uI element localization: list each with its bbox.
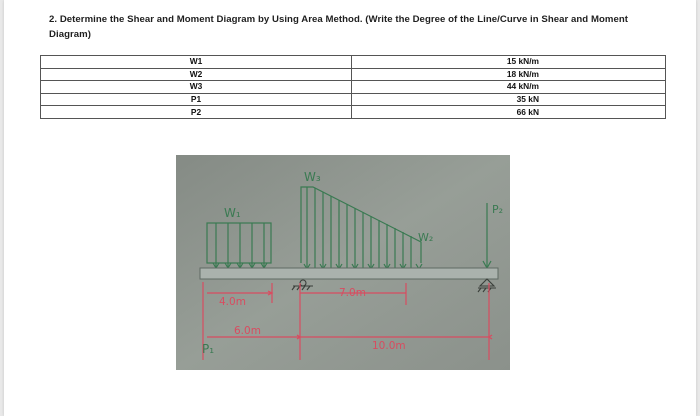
beam bbox=[200, 268, 498, 279]
load-value: 44 kN/m bbox=[352, 81, 666, 94]
beam-diagram-svg bbox=[176, 155, 510, 370]
load-name: P1 bbox=[41, 93, 352, 106]
load-value: 66 kN bbox=[352, 106, 666, 119]
load-name: W2 bbox=[41, 68, 352, 81]
table-row bbox=[41, 93, 666, 106]
w3-label: W₃ bbox=[304, 170, 321, 184]
load-value: 18 kN/m bbox=[352, 68, 666, 81]
w2-label: W₂ bbox=[418, 231, 434, 244]
beam-diagram-photo bbox=[176, 155, 510, 370]
p1-label: P₁ bbox=[202, 342, 215, 356]
p2-label: P₂ bbox=[492, 203, 504, 216]
w1-label: W₁ bbox=[224, 206, 241, 220]
load-value: 15 kN/m bbox=[352, 56, 666, 69]
table-row bbox=[41, 68, 666, 81]
table-row bbox=[41, 81, 666, 94]
load-value: 35 kN bbox=[352, 93, 666, 106]
load-name: W3 bbox=[41, 81, 352, 94]
dimension-label-4m: 4.0m bbox=[219, 296, 246, 308]
dimension-label-10m: 10.0m bbox=[372, 340, 406, 352]
dimension-label-6m: 6.0m bbox=[234, 325, 261, 337]
load-name: W1 bbox=[41, 56, 352, 69]
table-row bbox=[41, 56, 666, 69]
table-row bbox=[41, 106, 666, 119]
load-name: P2 bbox=[41, 106, 352, 119]
question-text: 2. Determine the Shear and Moment Diagram by Using Area Method. (Write the Degree of the Line/Curve in Shear and Moment Diagram) bbox=[49, 14, 629, 40]
document-page bbox=[4, 0, 696, 416]
dimension-label-7m: 7.0m bbox=[339, 287, 366, 299]
loads-table bbox=[40, 55, 666, 119]
